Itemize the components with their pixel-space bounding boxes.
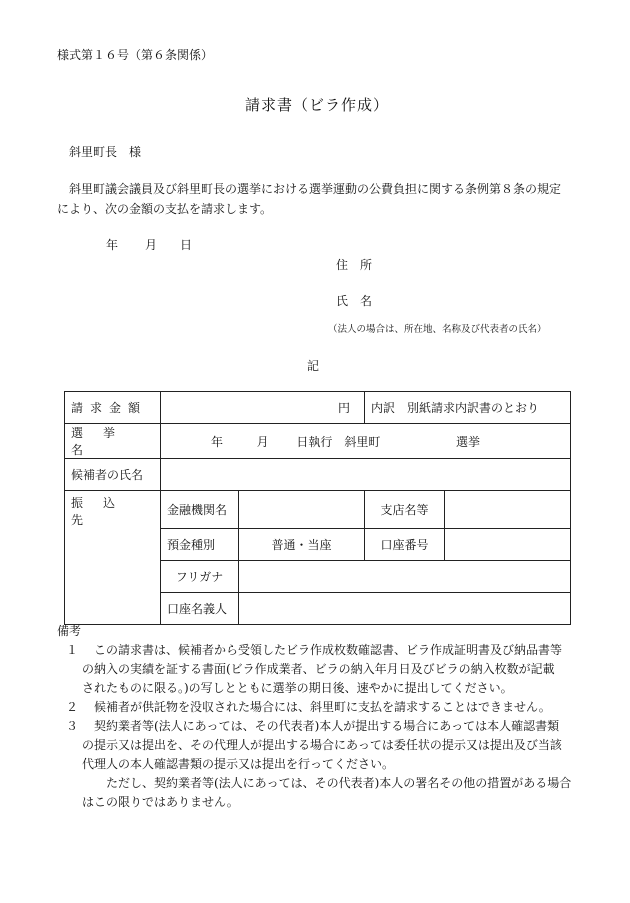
intro-line-1: 斜里町議会議員及び斜里町長の選挙における選挙運動の公費負担に関する条例第８条の規定 <box>69 182 562 196</box>
amount-label: 請求金額 <box>65 392 161 424</box>
remark-line: ただし、契約業者等(法人にあっては、その代表者)本人の署名その他の措置がある場合 <box>106 776 572 790</box>
election-date-town: 日執行 斜里町 <box>296 434 381 449</box>
remark-number: ３ <box>66 719 79 733</box>
election-suffix: 選挙 <box>456 434 481 449</box>
account-holder-row <box>65 592 571 624</box>
remark-number: ２ <box>66 700 79 714</box>
date-day: 日 <box>180 238 193 252</box>
address-label: 住 所 <box>336 258 373 272</box>
election-row <box>65 424 571 459</box>
intro-line-2: により、次の金額の支払を請求します。 <box>57 202 273 216</box>
name-label: 氏 名 <box>336 294 373 308</box>
transfer-spacer <box>65 528 161 560</box>
claim-table <box>64 391 571 625</box>
deposit-type-label: 預金種別 <box>161 528 239 560</box>
furigana-label: フリガナ <box>161 560 239 592</box>
remark-line: の納入の実績を証する書面(ビラ作成業者、ビラの納入年月日及びビラの納入枚数が記載 <box>82 662 555 676</box>
deposit-row <box>65 528 571 560</box>
transfer-label: 振込先 <box>65 491 161 529</box>
breakdown-text: 内訳 別紙請求内訳書のとおり <box>365 392 571 424</box>
election-label: 選挙名 <box>65 424 161 459</box>
election-year: 年 <box>211 434 224 449</box>
deposit-type-value[interactable]: 普通・当座 <box>239 528 365 560</box>
form-number: 様式第１６号（第６条関係） <box>57 48 214 62</box>
date-month: 月 <box>145 238 158 252</box>
election-field[interactable] <box>161 424 571 459</box>
addressee: 斜里町長 様 <box>69 145 142 159</box>
election-month: 月 <box>256 434 269 449</box>
bank-row <box>65 491 571 529</box>
transfer-spacer <box>65 592 161 624</box>
remarks-section <box>57 622 577 812</box>
remark-item-3 <box>57 717 577 812</box>
bank-label: 金融機関名 <box>161 491 239 529</box>
ki-heading: 記 <box>307 359 320 373</box>
date-year: 年 <box>106 238 119 252</box>
transfer-spacer <box>65 560 161 592</box>
remark-line: 契約業者等(法人にあっては、その代表者)本人が提出する場合にあっては本人確認書類 <box>94 719 560 733</box>
remark-line: 候補者が供託物を没収された場合には、斜里町に支払を請求することはできません。 <box>94 700 551 714</box>
candidate-label: 候補者の氏名 <box>65 459 161 491</box>
remark-line: の提示又は提出を、その代理人が提出する場合にあっては委任状の提示又は提出及び当該 <box>82 738 562 752</box>
remark-line: されたものに限る。)の写しとともに選挙の期日後、速やかに提出してください。 <box>82 681 513 695</box>
candidate-row <box>65 459 571 491</box>
furigana-row <box>65 560 571 592</box>
corporation-note: （法人の場合は、所在地、名称及び代表者の氏名） <box>328 324 547 335</box>
account-holder-label: 口座名義人 <box>161 592 239 624</box>
remarks-heading: 備考 <box>57 624 82 638</box>
document-title: 請求書（ビラ作成） <box>245 96 390 114</box>
furigana-field[interactable] <box>239 560 571 592</box>
bank-field[interactable] <box>239 491 365 529</box>
remark-item-2 <box>57 698 577 717</box>
remark-number: １ <box>66 643 79 657</box>
amount-row <box>65 392 571 424</box>
remark-line: この請求書は、候補者から受領したビラ作成枚数確認書、ビラ作成証明書及び納品書等 <box>94 643 563 657</box>
candidate-name-field[interactable] <box>161 459 571 491</box>
yen-unit: 円 <box>338 401 351 415</box>
remark-line: 代理人の本人確認書類の提示又は提出を行ってください。 <box>82 757 395 771</box>
account-number-field[interactable] <box>445 528 571 560</box>
remark-line: はこの限りではありません。 <box>82 795 239 809</box>
remark-item-1 <box>57 641 577 698</box>
branch-field[interactable] <box>445 491 571 529</box>
account-number-label: 口座番号 <box>365 528 445 560</box>
branch-label: 支店名等 <box>365 491 445 529</box>
amount-field[interactable] <box>161 392 365 424</box>
account-holder-field[interactable] <box>239 592 571 624</box>
